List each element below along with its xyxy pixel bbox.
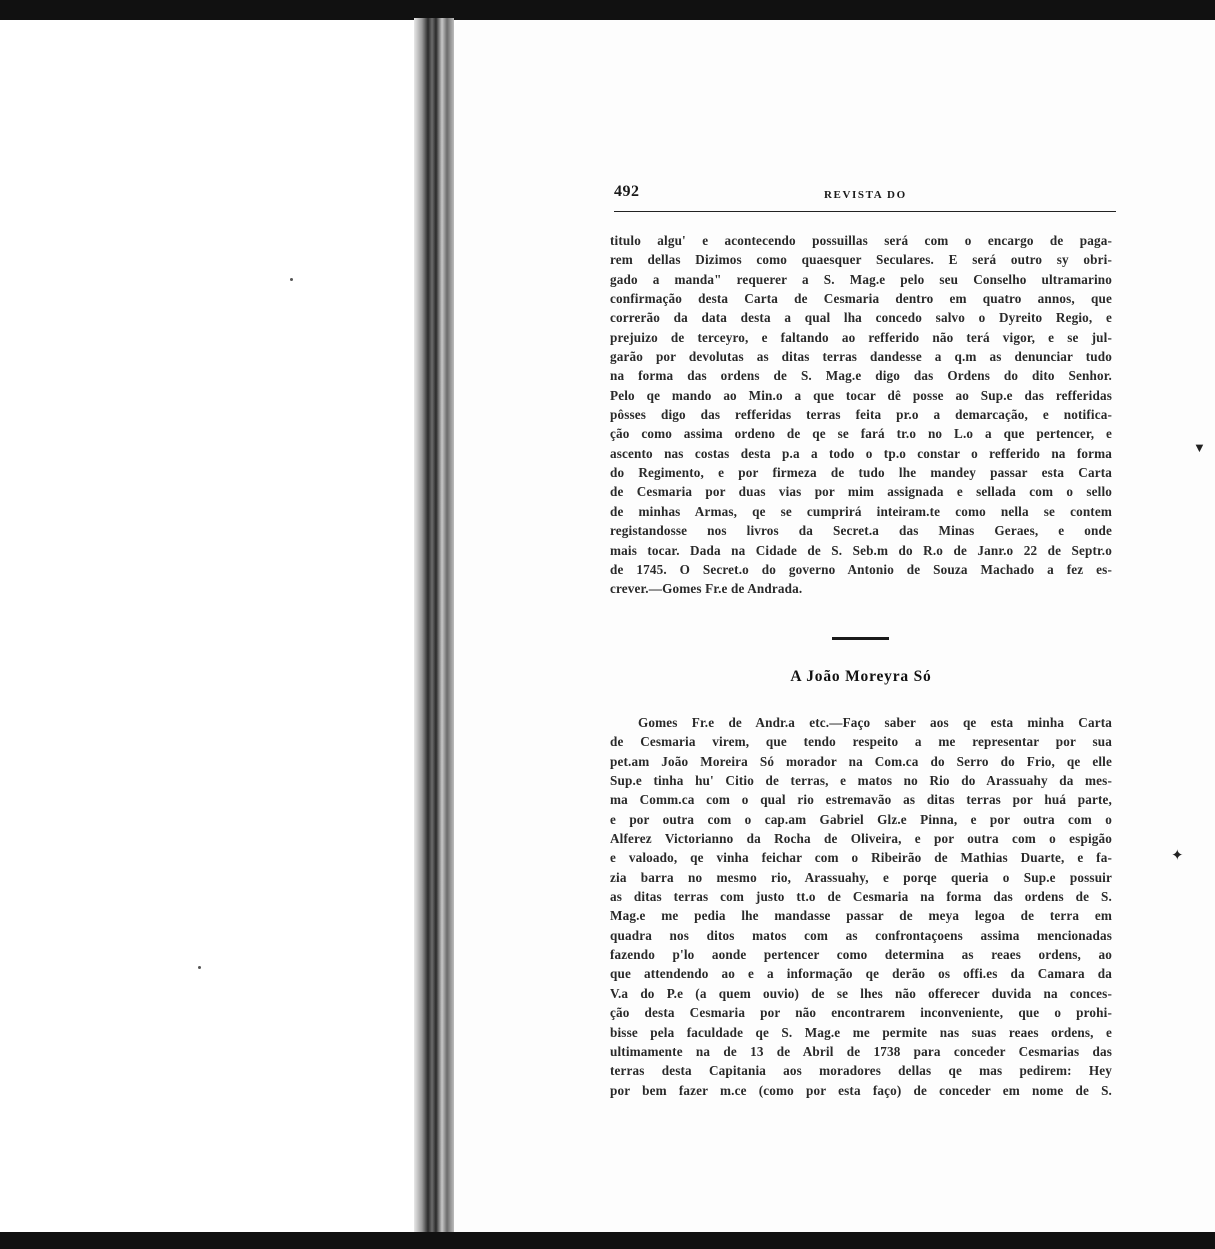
text-line: garão por devolutas as ditas terras dandesse a q.m as denunciar tudo bbox=[610, 349, 1112, 365]
text-line: de 1745. O Secret.o do governo Antonio de Souza Machado a fez es- bbox=[610, 561, 1112, 577]
scan-top-border bbox=[0, 0, 1215, 20]
text-line: de Cesmaria por duas vias por mim assignada e sellada com o sello bbox=[610, 484, 1112, 500]
text-line: ultimamente na de 13 de Abril de 1738 para conceder Cesmarias das bbox=[610, 1043, 1112, 1059]
text-line: do Regimento, e por firmeza de tudo lhe mandey passar esta Carta bbox=[610, 465, 1112, 481]
text-line: Gomes Fr.e de Andr.a etc.—Faço saber aos qe esta minha Carta bbox=[638, 715, 1112, 730]
text-line: terras desta Capitania aos moradores dellas qe mas pedirem: Hey bbox=[610, 1063, 1112, 1079]
text-line: rem dellas Dizimos como quaesquer Seculares. E será outro sy obri- bbox=[610, 252, 1112, 268]
text-line: gado a manda" requerer a S. Mag.e pelo seu Conselho ultramarino bbox=[610, 271, 1112, 287]
text-line: na forma das ordens de S. Mag.e digo das Ordens do dito Senhor. bbox=[610, 368, 1112, 384]
text-line: registandosse nos livros da Secret.a das Minas Geraes, e onde bbox=[610, 523, 1112, 539]
margin-cross-icon: ✦ bbox=[1171, 848, 1184, 864]
section-divider bbox=[832, 637, 889, 640]
header-rule bbox=[614, 211, 1116, 212]
text-line: Alferez Victorianno da Rocha de Oliveira, e por outra com o espigão bbox=[610, 831, 1112, 847]
text-line: Sup.e tinha hu' Citio de terras, e matos no Rio do Arassuahy da mes- bbox=[610, 773, 1112, 789]
text-line: zia barra no mesmo rio, Arassuahy, e porqe queria o Sup.e possuir bbox=[610, 869, 1112, 885]
text-line: fazendo p'lo aonde pertencer como determina as reaes ordens, ao bbox=[610, 947, 1112, 963]
text-line: de Cesmaria virem, que tendo respeito a me representar por sua bbox=[610, 734, 1112, 750]
text-line: ção como assima ordeno de qe se fará tr.o no L.o a que pertencer, e bbox=[610, 426, 1112, 442]
margin-mark-icon: ▼ bbox=[1193, 440, 1206, 455]
text-line: de minhas Armas, qe se cumprirá inteiram.te como nella se contem bbox=[610, 503, 1112, 519]
text-line: pôsses digo das refferidas terras feita pr.o a demarcação, e notifica- bbox=[610, 407, 1112, 423]
scan-speck bbox=[290, 278, 293, 281]
text-line: e valoado, qe vinha feichar com o Ribeirão de Mathias Duarte, e fa- bbox=[610, 850, 1112, 866]
text-line: ma Comm.ca com o qual rio estremavão as ditas terras por huá parte, bbox=[610, 792, 1112, 808]
text-line: titulo algu' e acontecendo possuillas será com o encargo de paga- bbox=[610, 233, 1112, 248]
text-line: ção desta Cesmaria por não encontrarem inconveniente, que o prohi- bbox=[610, 1005, 1112, 1021]
text-line: V.a do P.e (a quem ouvio) de se lhes não offerecer duvida na conces- bbox=[610, 985, 1112, 1001]
text-line: mais tocar. Dada na Cidade de S. Seb.m do R.o de Janr.o 22 de Septr.o bbox=[610, 542, 1112, 558]
text-line: Pelo qe mando ao Min.o a que tocar dê posse ao Sup.e das refferidas bbox=[610, 387, 1112, 403]
text-line: Mag.e me pedia lhe mandasse passar de meya legoa de terra em bbox=[610, 908, 1112, 924]
text-line: que attendendo ao e a informação qe derão os offi.es da Camara da bbox=[610, 966, 1112, 982]
paragraph-body bbox=[610, 713, 1112, 1100]
text-line: pet.am João Moreira Só morador na Com.ca do Serro do Frio, qe elle bbox=[610, 753, 1112, 769]
text-line: confirmação desta Carta de Cesmaria dentro em quatro annos, que bbox=[610, 291, 1112, 307]
section-heading: A João Moreyra Só bbox=[790, 668, 932, 685]
text-line: quadra nos ditos matos com as confrontaçoens assima mencionadas bbox=[610, 927, 1112, 943]
text-line: as ditas terras com justo tt.o de Cesmaria na forma das ordens de S. bbox=[610, 889, 1112, 905]
scan-bottom-border bbox=[0, 1232, 1215, 1249]
running-title: REVISTA DO bbox=[824, 189, 907, 201]
text-line: crever.—Gomes Fr.e de Andrada. bbox=[610, 581, 803, 597]
left-page-blank bbox=[0, 20, 422, 1232]
scan-speck bbox=[198, 966, 201, 969]
book-spine bbox=[414, 18, 454, 1234]
text-line: ascento nas costas desta p.a a todo o tp.o constar o refferido na forma bbox=[610, 445, 1112, 461]
text-line: e por outra com o cap.am Gabriel Glz.e Pinna, e por outra com o bbox=[610, 811, 1112, 827]
page-number: 492 bbox=[614, 183, 640, 200]
text-line: correrão da data desta a qual lha concedo salvo o Dyreito Regio, e bbox=[610, 310, 1112, 326]
paragraph-continuation bbox=[610, 231, 1112, 599]
text-line: por bem fazer m.ce (como por esta faço) de conceder em nome de S. bbox=[610, 1082, 1112, 1098]
text-line: bisse pela faculdade qe S. Mag.e me permite nas suas reaes ordens, e bbox=[610, 1024, 1112, 1040]
text-line: prejuizo de terceyro, e faltando ao refferido não terá vigor, e se jul- bbox=[610, 329, 1112, 345]
